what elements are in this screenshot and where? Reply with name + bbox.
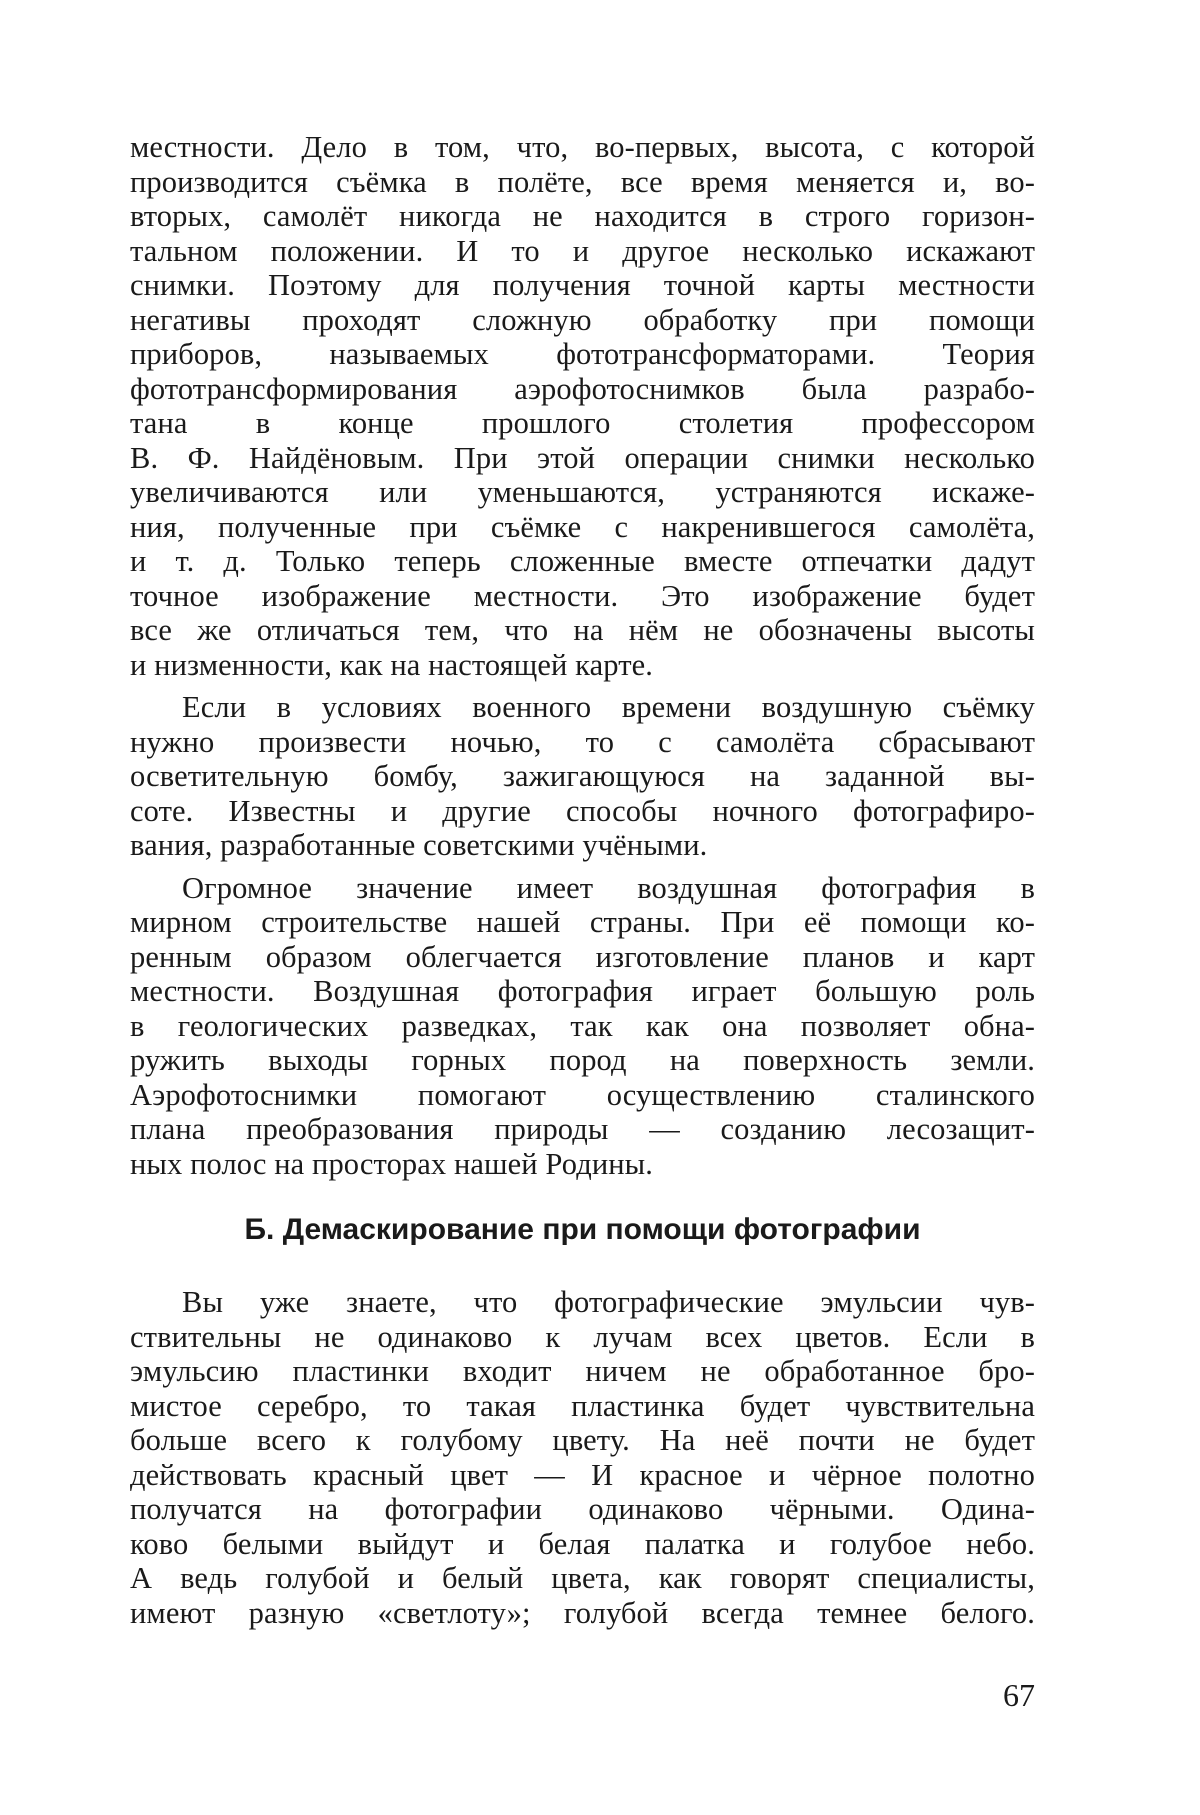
text-line: вания, разработанные советскими учёными. xyxy=(130,828,708,862)
text-line: плана преобразования природы — созданию лесозащит- xyxy=(130,1112,1035,1146)
text-line: тана в конце прошлого столетия профессором xyxy=(130,406,1035,440)
paragraph-3 xyxy=(130,871,1035,1182)
text-line: и низменности, как на настоящей карте. xyxy=(130,647,653,682)
text-line: мистое серебро, то такая пластинка будет чувствительна xyxy=(130,1388,1035,1423)
text-line: снимки. Поэтому для получения точной карты местности xyxy=(130,268,1035,302)
text-line: В. Ф. Найдёновым. При этой операции снимки несколько xyxy=(130,440,1035,475)
text-line: увеличиваются или уменьшаются, устраняются искаже- xyxy=(130,475,1035,509)
text-line: действовать красный цвет — И красное и чёрное полотно xyxy=(130,1457,1035,1492)
text-line: нужно произвести ночью, то с самолёта сбрасывают xyxy=(130,724,1035,759)
paragraph-2 xyxy=(130,690,1035,863)
text-line: имеют разную «светлоту»; голубой всегда темнее белого. xyxy=(130,1595,1035,1630)
text-line: местности. Воздушная фотография играет большую роль xyxy=(130,974,1035,1008)
text-line: соте. Известны и другие способы ночного фотографиро- xyxy=(130,793,1035,828)
text-line: вторых, самолёт никогда не находится в строго горизон- xyxy=(130,199,1035,233)
section-heading: Б. Демаскирование при помощи фотографии xyxy=(244,1213,921,1246)
text-line: ково белыми выйдут и белая палатка и голубое небо. xyxy=(130,1526,1035,1561)
paragraph-1 xyxy=(130,130,1035,682)
text-line: и т. д. Только теперь сложенные вместе отпечатки дадут xyxy=(130,544,1035,578)
paragraph-gap xyxy=(130,682,1035,690)
text-line: ствительны не одинаково к лучам всех цветов. Если в xyxy=(130,1319,1035,1354)
text-line: все же отличаться тем, что на нём не обозначены высоты xyxy=(130,613,1035,647)
text-line: А ведь голубой и белый цвета, как говорят специалисты, xyxy=(130,1561,1035,1595)
text-line: ных полос на просторах нашей Родины. xyxy=(130,1146,653,1181)
text-line: получатся на фотографии одинаково чёрными. Одина- xyxy=(130,1492,1035,1526)
text-line: тальном положении. И то и другое несколько искажают xyxy=(130,233,1035,268)
text-line: ренным образом облегчается изготовление планов и карт xyxy=(130,939,1035,974)
page-body-section xyxy=(130,1285,1035,1630)
text-line: ния, полученные при съёмке с накренившегося самолёта, xyxy=(130,509,1035,544)
paragraph-gap xyxy=(130,863,1035,871)
text-line: больше всего к голубому цвету. На неё почти не будет xyxy=(130,1423,1035,1457)
text-line: приборов, называемых фототрансформаторами. Теория xyxy=(130,337,1035,371)
text-line: ружить выходы горных пород на поверхность земли. xyxy=(130,1043,1035,1077)
page-body-top xyxy=(130,130,1035,1181)
text-line: фототрансформирования аэрофотоснимков была разрабо- xyxy=(130,371,1035,406)
text-line: Аэрофотоснимки помогают осуществлению сталинского xyxy=(130,1077,1035,1112)
text-line: эмульсию пластинки входит ничем не обработанное бро- xyxy=(130,1354,1035,1388)
text-line: негативы проходят сложную обработку при помощи xyxy=(130,302,1035,337)
text-line: в геологических разведках, так как она позволяет обна- xyxy=(130,1008,1035,1043)
text-line: точное изображение местности. Это изображение будет xyxy=(130,578,1035,613)
text-line: местности. Дело в том, что, во-первых, высота, с которой xyxy=(130,130,1035,164)
text-line: Огромное значение имеет воздушная фотография в xyxy=(182,870,1035,905)
section-paragraph-1 xyxy=(130,1285,1035,1630)
text-line: производится съёмка в полёте, все время меняется и, во- xyxy=(130,164,1035,199)
page-number: 67 xyxy=(1003,1677,1035,1713)
text-line: Вы уже знаете, что фотографические эмульсии чув- xyxy=(182,1285,1035,1319)
text-line: мирном строительстве нашей страны. При её помощи ко- xyxy=(130,905,1035,939)
text-line: осветительную бомбу, зажигающуюся на заданной вы- xyxy=(130,759,1035,793)
text-line: Если в условиях военного времени воздушную съёмку xyxy=(182,690,1035,724)
